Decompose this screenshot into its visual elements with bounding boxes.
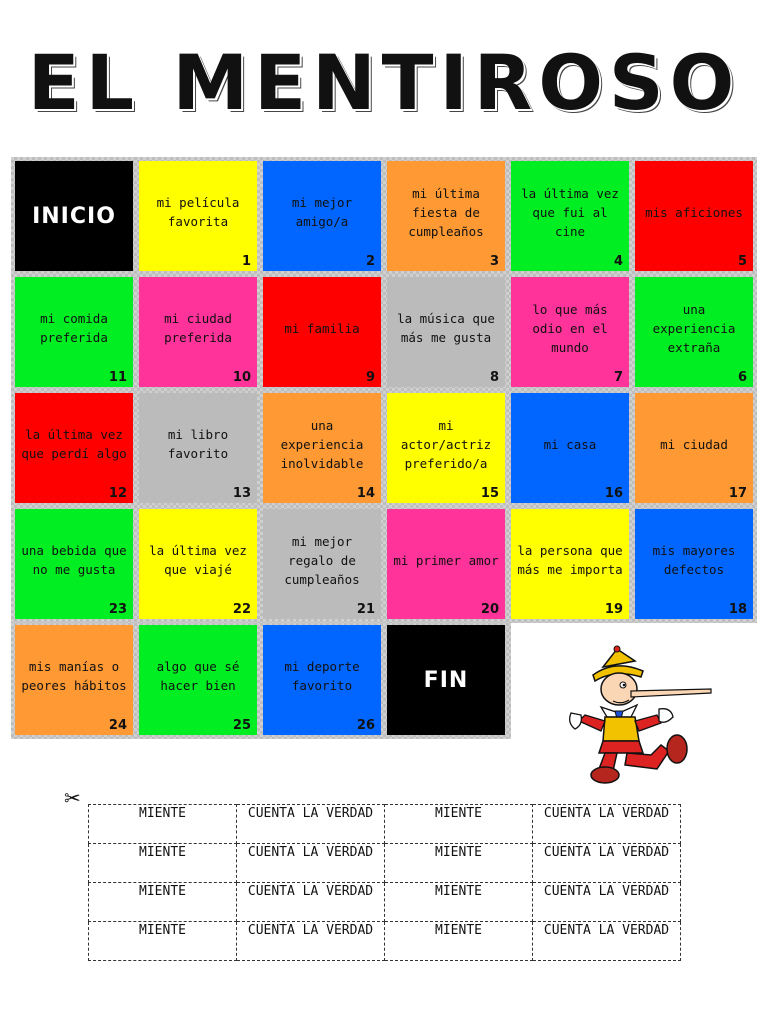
cell-number: 3	[489, 254, 499, 269]
card: CUENTA LA VERDAD	[237, 844, 385, 883]
cell-number: 5	[737, 254, 747, 269]
cell-label: la persona que más me importa	[517, 543, 623, 577]
board-cell-inicio	[15, 161, 133, 271]
cell-label: mi actor/actriz preferido/a	[400, 417, 492, 471]
cell-number: 1	[241, 254, 251, 269]
cell-number: 13	[232, 486, 251, 501]
scissors-icon: ✂	[64, 786, 81, 810]
card: CUENTA LA VERDAD	[533, 805, 681, 844]
board-cell-23	[15, 509, 133, 619]
cell-label: la última vez que perdí algo	[21, 427, 127, 461]
board-cell-25	[139, 625, 257, 735]
cell-number: 24	[108, 718, 127, 733]
cell-number: 11	[108, 370, 127, 385]
cell-number: 19	[604, 602, 623, 617]
cell-label: una experiencia extraña	[652, 301, 736, 355]
card: MIENTE	[385, 922, 533, 961]
card: MIENTE	[89, 883, 237, 922]
board-cell-1	[139, 161, 257, 271]
cell-number: 7	[613, 370, 623, 385]
cell-label: mi mejor amigo/a	[291, 195, 353, 229]
board-cell-24	[15, 625, 133, 735]
cell-label: mi deporte favorito	[284, 659, 360, 693]
cell-label: mi libro favorito	[167, 427, 229, 461]
cell-label: mi mejor regalo de cumpleaños	[284, 533, 360, 587]
cell-label: INICIO	[32, 203, 116, 229]
cell-number: 25	[232, 718, 251, 733]
cell-number: 21	[356, 602, 375, 617]
board-cell-6	[635, 277, 753, 387]
board-cell-8	[387, 277, 505, 387]
cell-label: la música que más me gusta	[397, 311, 495, 345]
board-cell-19	[511, 509, 629, 619]
board-cell-5	[635, 161, 753, 271]
page-title: EL MENTIROSO	[27, 38, 741, 127]
card: MIENTE	[385, 883, 533, 922]
cell-label: mi casa	[543, 436, 597, 452]
cell-number: 14	[356, 486, 375, 501]
board-cell-16	[511, 393, 629, 503]
board-cell-20	[387, 509, 505, 619]
cell-label: mis manías o peores hábitos	[21, 659, 127, 693]
card: MIENTE	[385, 805, 533, 844]
cell-number: 9	[365, 370, 375, 385]
board-cell-14	[263, 393, 381, 503]
board-cell-9	[263, 277, 381, 387]
board-cell-2	[263, 161, 381, 271]
card: CUENTA LA VERDAD	[237, 922, 385, 961]
board-cell-18	[635, 509, 753, 619]
cell-number: 12	[108, 486, 127, 501]
cell-number: 8	[489, 370, 499, 385]
board-cell-17	[635, 393, 753, 503]
card: CUENTA LA VERDAD	[533, 844, 681, 883]
cell-number: 4	[613, 254, 623, 269]
board-cell-15	[387, 393, 505, 503]
cell-number: 2	[365, 254, 375, 269]
board-cell-26	[263, 625, 381, 735]
board-cell-4	[511, 161, 629, 271]
cell-number: 16	[604, 486, 623, 501]
card-row	[89, 805, 681, 844]
board-cell-fin	[387, 625, 505, 735]
cell-number: 23	[108, 602, 127, 617]
board-cell-13	[139, 393, 257, 503]
card: MIENTE	[89, 805, 237, 844]
cell-label: lo que más odio en el mundo	[532, 301, 608, 355]
cell-label: mi última fiesta de cumpleaños	[408, 185, 484, 239]
cell-label: mi familia	[284, 320, 360, 336]
cell-label: una bebida que no me gusta	[21, 543, 127, 577]
cell-number: 26	[356, 718, 375, 733]
board-cell-21	[263, 509, 381, 619]
cell-label: mis mayores defectos	[652, 543, 736, 577]
card: MIENTE	[89, 922, 237, 961]
cell-label: algo que sé hacer bien	[156, 659, 240, 693]
cell-label: la última vez que fui al cine	[521, 185, 619, 239]
cell-label: mi comida preferida	[40, 311, 108, 345]
cell-label: la última vez que viajé	[149, 543, 247, 577]
board-cell-3	[387, 161, 505, 271]
card: CUENTA LA VERDAD	[533, 883, 681, 922]
card: CUENTA LA VERDAD	[237, 883, 385, 922]
cell-number: 6	[737, 370, 747, 385]
card: MIENTE	[385, 844, 533, 883]
cell-number: 22	[232, 602, 251, 617]
cell-label: una experiencia inolvidable	[280, 417, 364, 471]
cell-label: FIN	[423, 667, 469, 693]
cell-label: mi ciudad	[660, 436, 728, 452]
cell-number: 18	[728, 602, 747, 617]
card: CUENTA LA VERDAD	[533, 922, 681, 961]
cell-number: 17	[728, 486, 747, 501]
card-row	[89, 844, 681, 883]
card-row	[89, 922, 681, 961]
card-row	[89, 883, 681, 922]
pinocchio-illustration	[565, 645, 715, 785]
card: MIENTE	[89, 844, 237, 883]
board-cell-12	[15, 393, 133, 503]
board-cell-7	[511, 277, 629, 387]
cell-number: 10	[232, 370, 251, 385]
board-cell-11	[15, 277, 133, 387]
cell-label: mi primer amor	[393, 552, 499, 568]
cell-number: 15	[480, 486, 499, 501]
board-cell-10	[139, 277, 257, 387]
cut-out-cards	[88, 804, 681, 961]
card: CUENTA LA VERDAD	[237, 805, 385, 844]
cell-label: mis aficiones	[645, 204, 743, 220]
board-cell-22	[139, 509, 257, 619]
cell-label: mi película favorita	[156, 195, 240, 229]
cell-number: 20	[480, 602, 499, 617]
cell-label: mi ciudad preferida	[164, 311, 232, 345]
